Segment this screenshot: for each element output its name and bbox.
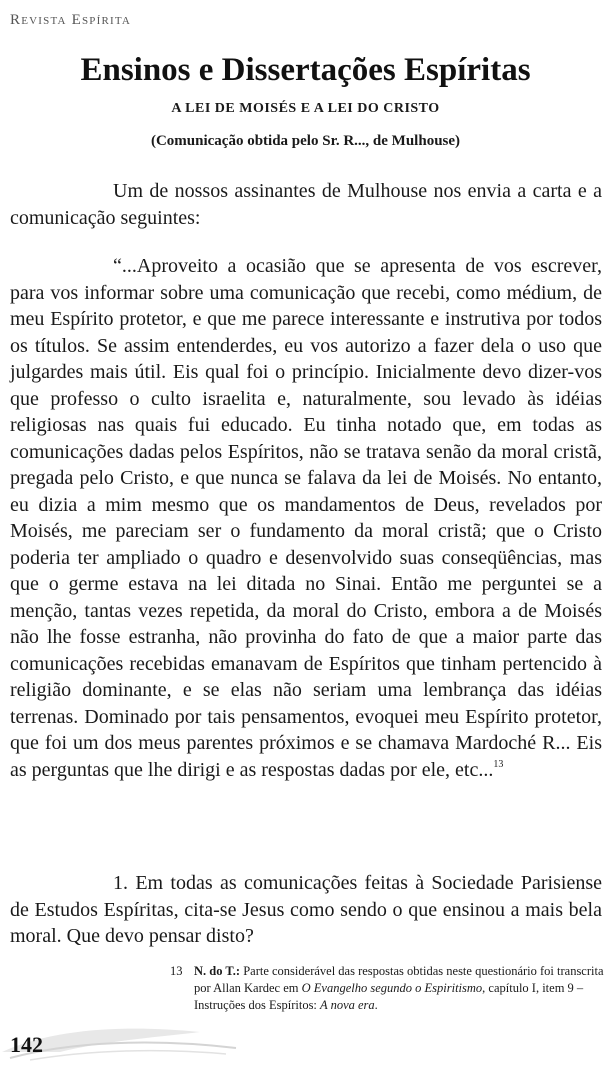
source-note: (Comunicação obtida pelo Sr. R..., de Mulhouse)	[150, 133, 461, 149]
letter-paragraph	[10, 253, 602, 783]
article-subtitle: A LEI DE MOISÉS E A LEI DO CRISTO	[171, 101, 440, 116]
footnote-lead: N. do T.:	[194, 964, 241, 978]
footnote	[172, 963, 604, 1014]
footnote-text-1: Parte considerável das respostas obtidas neste questionário foi transcrita por Allan Kardec em	[194, 964, 604, 995]
footnote-text-2: , capítulo I, item 9 – Instruções dos Espíritos:	[194, 981, 584, 1012]
letter-text: “...Aproveito a ocasião que se apresenta de vos escrever, para vos informar sobre uma comunicação que recebi, como médium, de meu Espírito protetor, e que me parece interessante e instrutiva por todos os títulos. Se assim entenderdes, eu vos autorizo a fazer dela o uso que julgardes mais útil. Eis qual foi o princípio. Inicialmente devo dizer-vos que professo o culto israelita e, naturalmente, sou levado às idéias religiosas nas quais fui educado. Eu tinha notado que, em todas as comunicações dadas pelos Espíritos, não se tratava senão da moral cristã, pregada pelo Cristo, e que nunca se falava da lei de Moisés. No entanto, eu dizia a mim mesmo que os mandamentos de Deus, revelados por Moisés, me pareciam ser o fundamento da moral cristã; que o Cristo poderia ter ampliado o quadro e desenvolvido suas conseqüências, mas que o germe estava na lei ditada no Sinai. Então me perguntei se a menção, tantas vezes repetida, da moral do Cristo, embora a de Moisés não lhe fosse estranha, não provinha do fato de que a maior parte das comunicações recebidas emanavam de Espíritos que tinham pertencido à religião dominante, e se elas não seriam uma lembrança das idéias terrenas. Dominado por tais pensamentos, evoquei meu Espírito protetor, que foi um dos meus parentes próximos e se chamava Mardoché R... Eis as perguntas que lhe dirigi e as respostas dadas por ele, etc...	[10, 255, 602, 781]
page-number: 142	[10, 1032, 43, 1057]
footnote-section-title: A nova era	[320, 998, 375, 1012]
question-paragraph: 1. Em todas as comunicações feitas à Sociedade Parisiense de Estudos Espíritas, cita-se Jesus como sendo o que ensinou a mais bela moral. Que devo pensar disto?	[10, 872, 602, 947]
footnote-text-end: .	[374, 998, 378, 1012]
intro-paragraph: Um de nossos assinantes de Mulhouse nos envia a carta e a comunicação seguintes:	[10, 180, 602, 229]
footnote-book-title: O Evangelho segundo o Espiritismo	[301, 981, 483, 995]
footnote-body	[194, 963, 604, 1014]
footnote-number: 13	[170, 964, 183, 978]
article-title: Ensinos e Dissertações Espíritas	[80, 52, 531, 88]
footnote-reference: 13	[493, 758, 504, 770]
running-head: Revista Espírita	[10, 12, 132, 28]
